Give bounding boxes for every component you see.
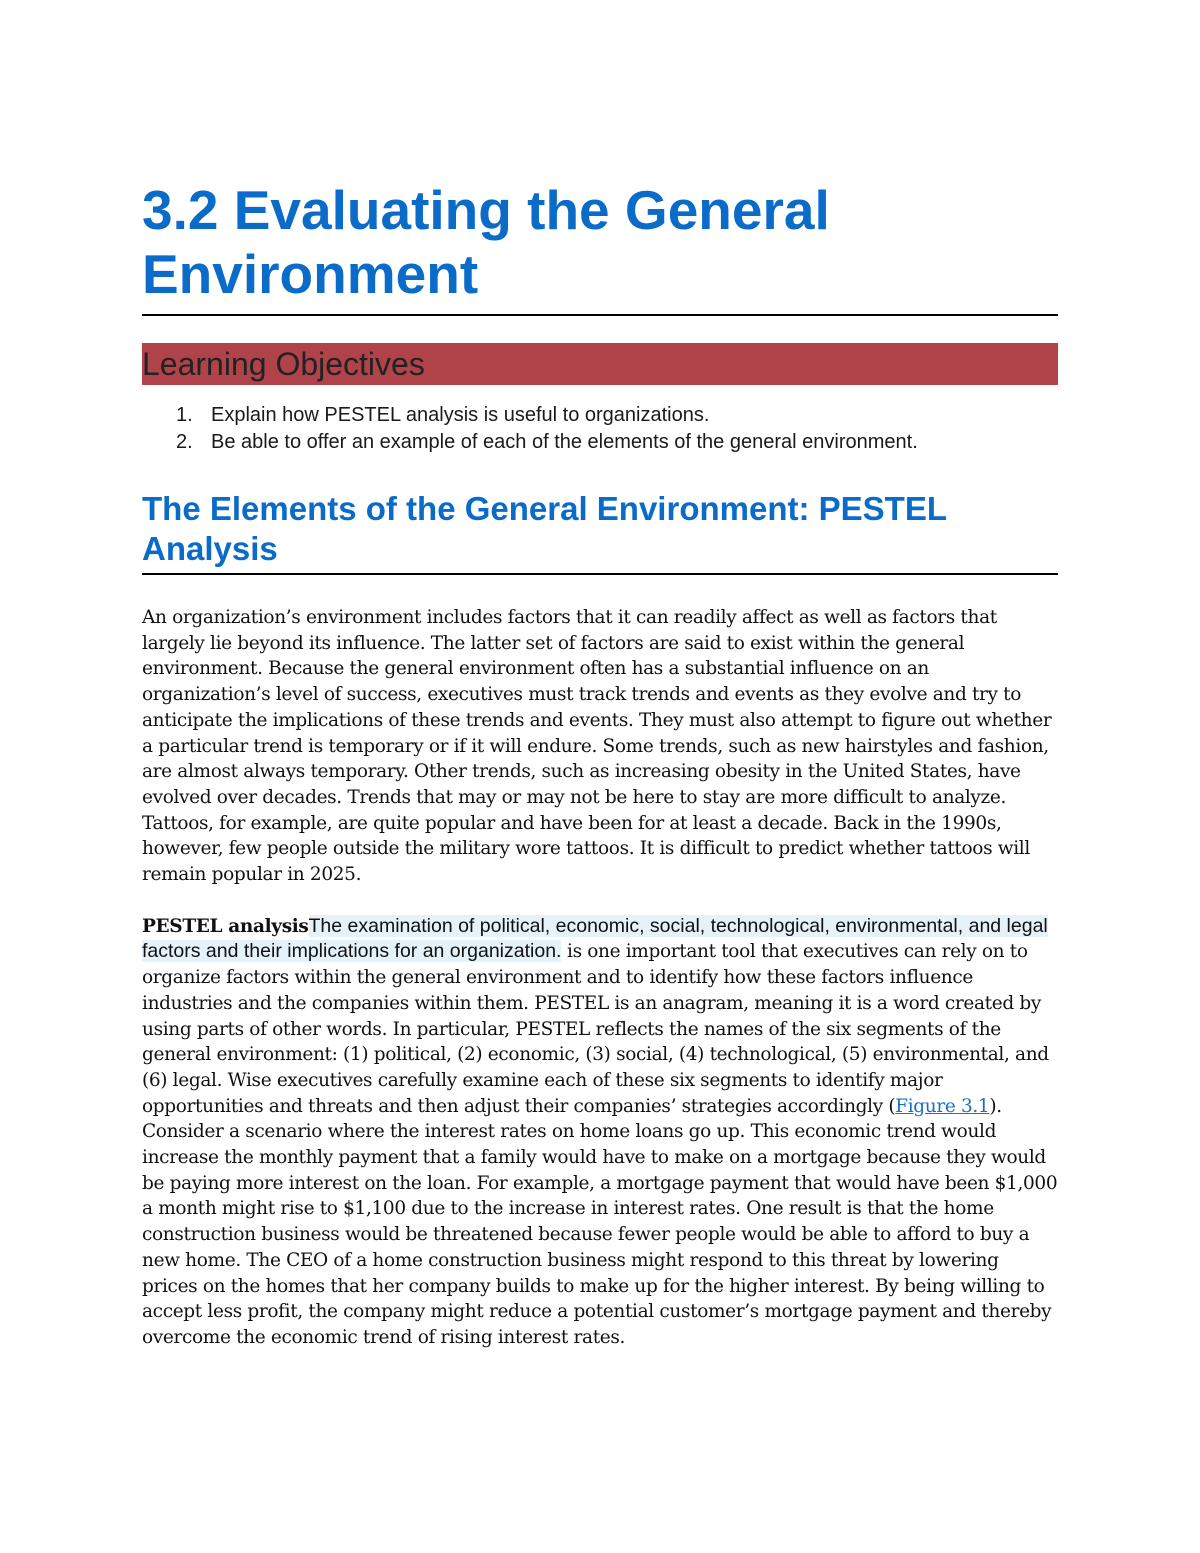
glossary-term[interactable]: PESTEL analysis <box>142 915 309 937</box>
paragraph-intro: An organization’s environment includes factors that it can readily affect as well as factors that largely lie beyond its influence. The latter set of factors are said to exist within the general environment. Because the general environment often has a substantial influence on an organization’s level of success, executives must track trends and events as they evolve and try to anticipate the implications of these trends and events. They must also attempt to figure out whether a particular trend is temporary or if it will endure. Some trends, such as new hairstyles and fashion, are almost always temporary. Other trends, such as increasing obesity in the United States, have evolved over decades. Trends that may or may not be here to stay are more difficult to analyze. Tattoos, for example, are quite popular and have been for at least a decade. Back in the 1990s, however, few people outside the military wore tattoos. It is difficult to predict whether tattoos will remain popular in 2025. <box>142 607 1052 886</box>
list-item-text: Explain how PESTEL analysis is useful to organizations. <box>211 404 710 426</box>
document-page <box>142 178 1058 1351</box>
list-item-number: 1. <box>176 404 193 426</box>
paragraph-pestel-text: is one important tool that executives can rely on to organize factors within the general environment and to identify how these factors influence industries and the companies within them. PESTEL is an anagram, meaning it is a word created by using parts of other words. In particular, PESTEL reflects the names of the six segments of the general environment: (1) political, (2) economic, (3) social, (4) technological, (5) environmental, and (6) legal. Wise executives carefully examine each of these six segments to identify major opportunities and threats and then adjust their companies’ strategies accordingly ( <box>142 941 1049 1117</box>
list-item-number: 2. <box>176 431 193 453</box>
list-item <box>142 402 1058 429</box>
learning-objectives-list <box>142 402 1058 456</box>
paragraph-pestel <box>142 914 1058 1120</box>
list-item <box>142 429 1058 456</box>
learning-objectives-header: Learning Objectives <box>142 343 1058 385</box>
figure-link[interactable]: Figure 3.1 <box>895 1095 990 1117</box>
page-title: 3.2 Evaluating the General Environment <box>142 178 1058 316</box>
paragraph-scenario: Consider a scenario where the interest rates on home loans go up. This economic trend would increase the monthly payment that a family would have to make on a mortgage because they would be paying more interest on the loan. For example, a mortgage payment that would have been $1,000 a month might rise to $1,100 due to the increase in interest rates. One result is that the home construction business would be threatened because fewer people would be able to afford to buy a new home. The CEO of a home construction business might respond to this threat by lowering prices on the homes that her company builds to make up for the higher interest. By being willing to accept less profit, the company might reduce a potential customer’s mortgage payment and thereby overcome the economic trend of rising interest rates. <box>142 1121 1058 1348</box>
glossary-definition: The examination of political, economic, social, technological, environmental, and legal factors and their implications for an organization. <box>142 914 1048 963</box>
list-item-text: Be able to offer an example of each of the elements of the general environment. <box>211 431 918 453</box>
paragraph-pestel-end: ). <box>989 1095 1002 1117</box>
section-heading: The Elements of the General Environment: PESTEL Analysis <box>142 489 1058 575</box>
